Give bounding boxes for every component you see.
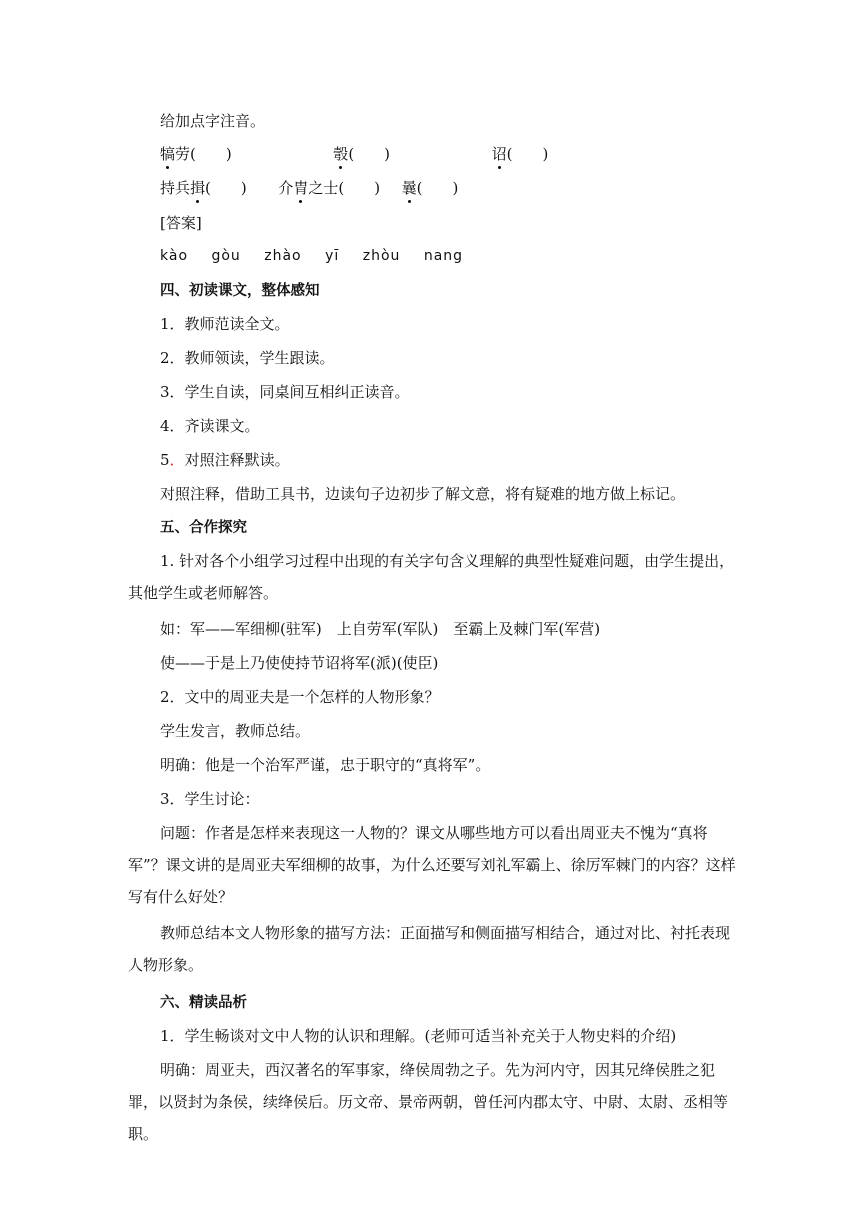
q2-c-suffix: ( ) (416, 179, 459, 197)
pinyin-item: kào (160, 248, 189, 264)
q2-b-prefix: 介 (278, 179, 294, 197)
section-4-item-1: 1．教师范读全文。 (160, 315, 290, 333)
answer-label: [答案] (160, 214, 202, 232)
question-row-2 (160, 178, 738, 198)
instruction-text: 给加点字注音。 (160, 112, 266, 130)
paragraph-6: 明确：他是一个治军严谨，忠于职守的“真将军”。 (160, 756, 491, 774)
question-row-1 (160, 144, 738, 164)
q2-c-dotted-char: 曩 (401, 179, 417, 197)
section-4-item-4: 4．齐读课文。 (160, 417, 260, 435)
item-5-detail: 对照注释，借助工具书，边读句子边初步了解文意，将有疑难的地方做上标记。 (160, 485, 686, 503)
paragraph-8: 问题：作者是怎样来表现这一人物的？课文从哪些地方可以看出周亚夫不愧为“真将军”？课文讲的是周亚夫军细柳的故事，为什么还要写刘礼军霸上、徐厉军棘门的内容？这样写有什么好处？ (128, 824, 736, 906)
section-4-title: 四、初读课文，整体感知 (160, 283, 320, 299)
q1-a-dotted-char: 犒 (160, 145, 176, 163)
q1-c-suffix: ( ) (506, 145, 549, 163)
paragraph-9: 教师总结本文人物形象的描写方法：正面描写和侧面描写相结合，通过对比、衬托表现人物形象。 (128, 924, 731, 974)
item-5-number: 5 (160, 451, 170, 469)
q2-b-suffix: 之士( ) (308, 179, 381, 197)
section-4-item-5 (160, 450, 738, 470)
pinyin-answers (160, 246, 738, 266)
section-6-title: 六、精读品析 (160, 995, 247, 1011)
section-4-item-2: 2．教师领读，学生跟读。 (160, 349, 335, 367)
q2-a-dotted-char: 揖 (190, 179, 206, 197)
paragraph-7: 3．学生讨论： (160, 790, 260, 808)
q2-a-suffix: ( ) (205, 179, 247, 197)
paragraph-3: 使——于是上乃使使持节诏将军(派)(使臣) (160, 654, 439, 672)
item-5-mark: ． (169, 451, 185, 469)
item-5-text: 对照注释默读。 (184, 451, 290, 469)
paragraph-2: 如：军——军细柳(驻军) 上自劳军(军队) 至霸上及棘门军(军营) (160, 620, 601, 638)
pinyin-item: zhào (264, 248, 302, 264)
paragraph-4: 2．文中的周亚夫是一个怎样的人物形象？ (160, 688, 440, 706)
paragraph-5: 学生发言，教师总结。 (160, 722, 311, 740)
q1-b-dotted-char: 彀 (333, 145, 349, 163)
q2-a-prefix: 持兵 (160, 179, 191, 197)
q1-b-suffix: ( ) (348, 145, 391, 163)
pinyin-item: gòu (211, 248, 241, 264)
q2-b-dotted-char: 胄 (293, 179, 309, 197)
q1-a-suffix: 劳( ) (175, 145, 232, 163)
pinyin-item: nang (423, 248, 464, 264)
section-5-title: 五、合作探究 (160, 520, 247, 536)
paragraph-1: 1. 针对各个小组学习过程中出现的有关字句含义理解的典型性疑难问题，由学生提出，其他学生或老师解答。 (128, 552, 735, 602)
section-4-item-3: 3．学生自读，同桌间互相纠正读音。 (160, 383, 410, 401)
paragraph-11: 明确：周亚夫，西汉著名的军事家，绛侯周勃之子。先为河内守，因其兄绛侯胜之犯罪，以贤封为条侯，续绛侯后。历文帝、景帝两朝，曾任河内郡太守、中尉、太尉、丞相等职。 (128, 1061, 729, 1143)
pinyin-item: yī (325, 248, 340, 264)
q1-c-dotted-char: 诏 (491, 145, 507, 163)
paragraph-10: 1．学生畅谈对文中人物的认识和理解。(老师可适当补充关于人物史料的介绍) (160, 1027, 677, 1045)
pinyin-item: zhòu (362, 248, 401, 264)
